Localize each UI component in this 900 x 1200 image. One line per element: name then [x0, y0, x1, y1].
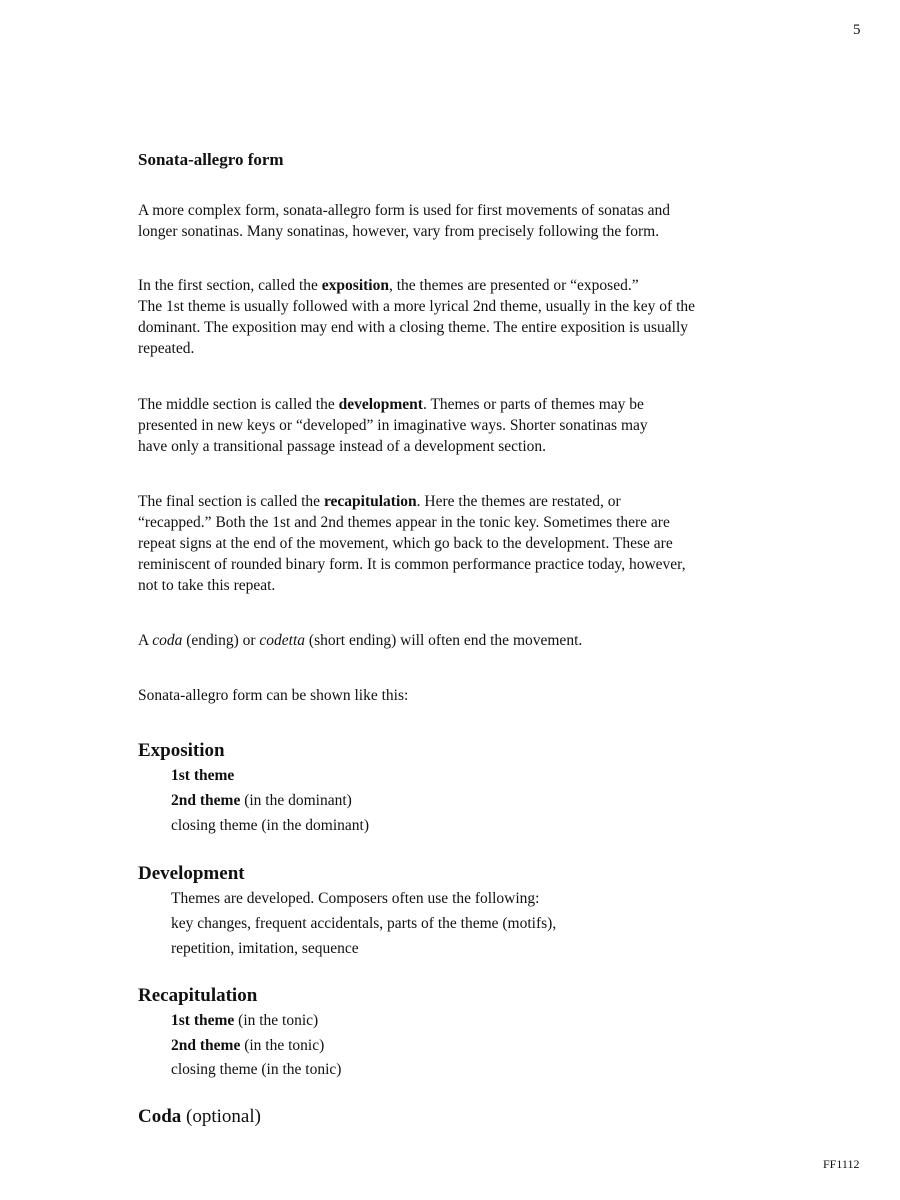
- paragraph-text: The final section is called the: [138, 493, 324, 510]
- coda-title: Coda: [138, 1106, 182, 1127]
- outline-item: closing theme (in the tonic): [171, 1061, 342, 1078]
- outline-item: [171, 1012, 318, 1030]
- term-codetta: codetta: [259, 632, 306, 649]
- paragraph-intro: A more complex form, sonata-allegro form is used for first movements of sonatas and longer sonatinas. Many sonatinas, however, vary from precisely following the form.: [138, 202, 671, 240]
- paragraph-text: The middle section is called the: [138, 396, 339, 413]
- section-title-coda: [138, 1106, 261, 1128]
- outline-item-text: (in the tonic): [234, 1012, 319, 1029]
- outline-item-text: (in the tonic): [240, 1037, 325, 1054]
- term-development: development: [338, 396, 423, 413]
- outline-item-bold: 2nd theme: [171, 1037, 241, 1054]
- paragraph-text: (ending) or: [182, 632, 260, 649]
- paragraph-outline-intro: Sonata-allegro form can be shown like this:: [138, 687, 409, 704]
- outline-item: key changes, frequent accidentals, parts of the theme (motifs),: [171, 915, 557, 932]
- outline-item-bold: 2nd theme: [171, 792, 241, 809]
- outline-item: repetition, imitation, sequence: [171, 940, 359, 957]
- term-exposition: exposition: [321, 277, 389, 294]
- outline-item-text: (in the dominant): [240, 792, 352, 809]
- paragraph-text: . Themes or parts of themes may be presented in new keys or “developed” in imaginative ways. Shorter sonatinas may have only a transitional passage instead of a development section.: [138, 396, 648, 455]
- coda-note: (optional): [181, 1106, 261, 1127]
- paragraph-coda: [138, 630, 582, 651]
- section-title-exposition: Exposition: [138, 740, 225, 761]
- outline-item-bold: 1st theme: [171, 1012, 235, 1029]
- outline-item-bold: 1st theme: [171, 767, 235, 784]
- paragraph-text: . Here the themes are restated, or “recapped.” Both the 1st and 2nd themes appear in the tonic key. Sometimes there are repeat signs at the end of the movement, which go back to the development. These are reminiscent of rounded binary form. It is common performance practice today, however, not to take this repeat.: [138, 493, 686, 594]
- page-title: Sonata-allegro form: [138, 150, 284, 169]
- paragraph-exposition: [138, 275, 695, 359]
- footer-code: FF1112: [823, 1157, 860, 1171]
- page-number: 5: [853, 22, 861, 38]
- term-recapitulation: recapitulation: [323, 493, 417, 510]
- paragraph-text: , the themes are presented or “exposed.” The 1st theme is usually followed with a more lyrical 2nd theme, usually in the key of the dominant. The exposition may end with a closing theme. The entire exposition is usually repeated.: [138, 277, 696, 357]
- outline-item: Themes are developed. Composers often use the following:: [171, 890, 540, 907]
- paragraph-development: [138, 394, 648, 457]
- term-coda: coda: [152, 632, 183, 649]
- outline-item: closing theme (in the dominant): [171, 817, 370, 834]
- section-title-recapitulation: Recapitulation: [138, 985, 258, 1006]
- paragraph-text: (short ending) will often end the movement.: [305, 632, 583, 649]
- outline-item: [171, 1037, 324, 1055]
- outline-item: [171, 767, 234, 785]
- section-title-development: Development: [138, 863, 245, 884]
- paragraph-recapitulation: [138, 491, 686, 596]
- paragraph-text: A: [138, 632, 153, 649]
- outline-item: [171, 792, 352, 810]
- paragraph-text: In the first section, called the: [138, 277, 322, 294]
